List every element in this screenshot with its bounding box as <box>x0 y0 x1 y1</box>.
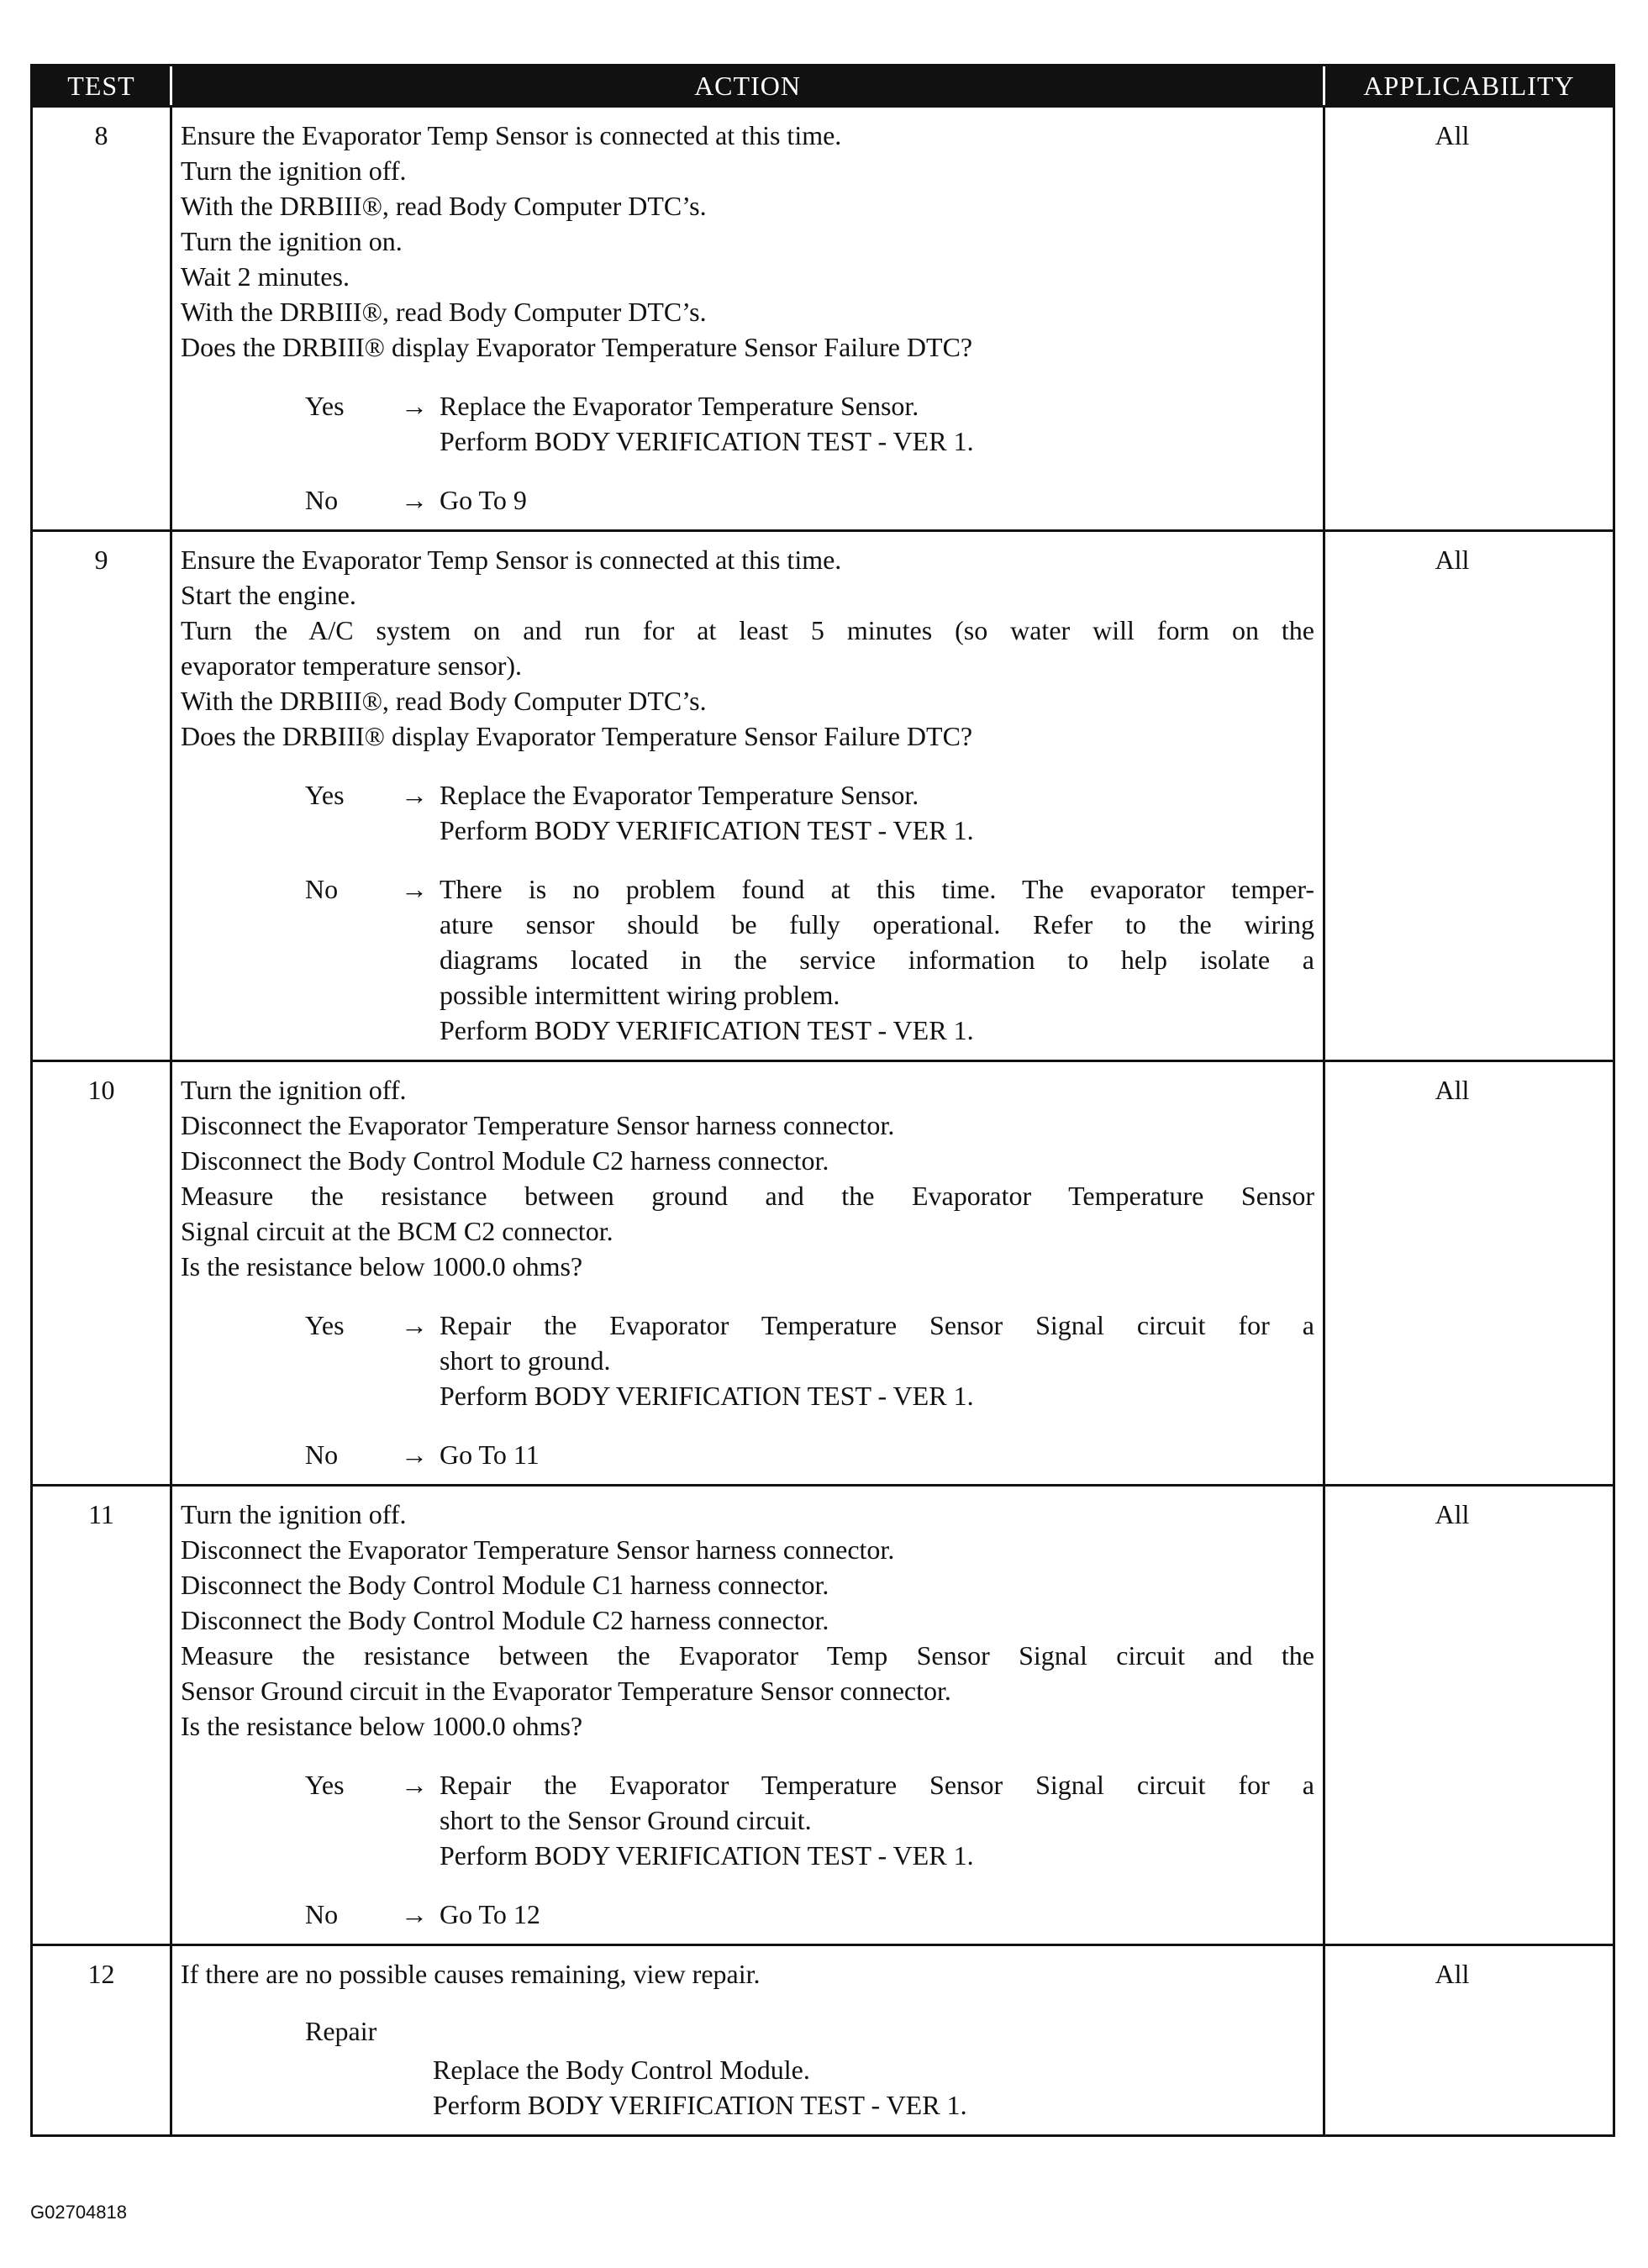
header-test: TEST <box>33 66 172 105</box>
response-line: short to the Sensor Ground circuit. <box>440 1805 812 1835</box>
applicability: All <box>1435 545 1470 575</box>
no-response <box>181 871 1314 1048</box>
yes-label: Yes <box>305 1770 345 1800</box>
action-line: If there are no possible causes remaining, view repair. <box>181 1959 761 1989</box>
repair-text <box>181 2052 1314 2123</box>
yes-response <box>181 777 1314 848</box>
yes-response <box>181 388 1314 459</box>
response-line: Go To 9 <box>440 485 527 515</box>
response-line: Go To 11 <box>440 1439 540 1470</box>
no-response <box>181 1897 1314 1932</box>
action-line: Disconnect the Body Control Module C1 harness connector. <box>181 1570 829 1600</box>
action-line: Does the DRBIII® display Evaporator Temperature Sensor Failure DTC? <box>181 332 973 362</box>
action-line: Sensor Ground circuit in the Evaporator Temperature Sensor connector. <box>181 1676 951 1706</box>
applicability: All <box>1435 1959 1470 1989</box>
response-line: Perform BODY VERIFICATION TEST - VER 1. <box>440 1840 974 1871</box>
response-line: Replace the Evaporator Temperature Sensor. <box>440 391 919 421</box>
action-line: With the DRBIII®, read Body Computer DTC’s. <box>181 191 707 221</box>
action-cell <box>172 108 1325 529</box>
table-row <box>33 1484 1613 1944</box>
action-line: Signal circuit at the BCM C2 connector. <box>181 1216 613 1246</box>
repair-line: Perform BODY VERIFICATION TEST - VER 1. <box>433 2090 967 2120</box>
action-line: evaporator temperature sensor). <box>181 650 523 681</box>
header-action: ACTION <box>172 66 1325 105</box>
arrow-icon: → <box>401 780 428 810</box>
response-line: Repair the Evaporator Temperature Sensor Signal circuit for a <box>440 1310 1314 1340</box>
response-line: Repair the Evaporator Temperature Sensor Signal circuit for a <box>440 1770 1314 1800</box>
action-cell <box>172 532 1325 1060</box>
action-line: With the DRBIII®, read Body Computer DTC’s. <box>181 297 707 327</box>
no-response <box>181 1437 1314 1472</box>
action-line: Ensure the Evaporator Temp Sensor is connected at this time. <box>181 545 842 575</box>
arrow-icon: → <box>401 485 428 515</box>
test-number: 8 <box>33 108 172 529</box>
repair-line: Replace the Body Control Module. <box>433 2055 810 2085</box>
action-line: Measure the resistance between the Evaporator Temp Sensor Signal circuit and the <box>181 1640 1314 1671</box>
test-number: 10 <box>33 1062 172 1484</box>
response-line: There is no problem found at this time. The evaporator temper- <box>440 874 1314 904</box>
table-row <box>33 105 1613 529</box>
response-line: short to ground. <box>440 1345 611 1376</box>
test-number: 12 <box>33 1946 172 2134</box>
no-label: No <box>305 1439 339 1470</box>
arrow-icon: → <box>401 1310 428 1340</box>
diagnostic-test-table <box>30 64 1615 2137</box>
no-label: No <box>305 1899 339 1929</box>
yes-response <box>181 1308 1314 1413</box>
table-row <box>33 1944 1613 2134</box>
action-line: Is the resistance below 1000.0 ohms? <box>181 1711 583 1741</box>
action-line: Is the resistance below 1000.0 ohms? <box>181 1251 583 1281</box>
response-line: Perform BODY VERIFICATION TEST - VER 1. <box>440 815 974 845</box>
no-label: No <box>305 485 339 515</box>
no-response <box>181 482 1314 518</box>
action-line: Turn the A/C system on and run for at least 5 minutes (so water will form on the <box>181 615 1314 645</box>
action-line: Does the DRBIII® display Evaporator Temperature Sensor Failure DTC? <box>181 721 973 751</box>
action-line: With the DRBIII®, read Body Computer DTC’s. <box>181 686 707 716</box>
arrow-icon: → <box>401 1899 428 1929</box>
action-line: Turn the ignition off. <box>181 1499 407 1529</box>
response-line: Go To 12 <box>440 1899 540 1929</box>
response-line: Perform BODY VERIFICATION TEST - VER 1. <box>440 1381 974 1411</box>
applicability: All <box>1435 1075 1470 1105</box>
arrow-icon: → <box>401 874 428 904</box>
applicability: All <box>1435 120 1470 150</box>
header-applicability: APPLICABILITY <box>1363 70 1575 101</box>
action-line: Turn the ignition off. <box>181 1075 407 1105</box>
action-line: Measure the resistance between ground and the Evaporator Temperature Sensor <box>181 1181 1314 1211</box>
arrow-icon: → <box>401 1770 428 1800</box>
response-line: ature sensor should be fully operational. Refer to the wiring <box>440 909 1314 939</box>
figure-id: G02704818 <box>30 2202 127 2223</box>
action-cell <box>172 1062 1325 1484</box>
action-cell <box>172 1946 1325 2134</box>
action-line: Disconnect the Body Control Module C2 harness connector. <box>181 1605 829 1635</box>
yes-label: Yes <box>305 780 345 810</box>
response-line: possible intermittent wiring problem. <box>440 980 840 1010</box>
test-number: 11 <box>33 1487 172 1944</box>
repair-label: Repair <box>305 2016 377 2046</box>
action-line: Disconnect the Evaporator Temperature Sensor harness connector. <box>181 1534 895 1565</box>
action-cell <box>172 1487 1325 1944</box>
action-line: Start the engine. <box>181 580 356 610</box>
table-row <box>33 529 1613 1060</box>
response-line: diagrams located in the service information to help isolate a <box>440 945 1314 975</box>
no-label: No <box>305 874 339 904</box>
response-line: Perform BODY VERIFICATION TEST - VER 1. <box>440 426 974 456</box>
action-line: Turn the ignition off. <box>181 155 407 186</box>
action-line: Disconnect the Body Control Module C2 harness connector. <box>181 1145 829 1176</box>
applicability: All <box>1435 1499 1470 1529</box>
action-line: Ensure the Evaporator Temp Sensor is connected at this time. <box>181 120 842 150</box>
test-number: 9 <box>33 532 172 1060</box>
action-line: Wait 2 minutes. <box>181 261 350 292</box>
response-line: Perform BODY VERIFICATION TEST - VER 1. <box>440 1015 974 1045</box>
response-line: Replace the Evaporator Temperature Sensor. <box>440 780 919 810</box>
yes-label: Yes <box>305 1310 345 1340</box>
arrow-icon: → <box>401 1439 428 1470</box>
yes-response <box>181 1767 1314 1873</box>
table-row <box>33 1060 1613 1484</box>
table-header <box>33 66 1613 105</box>
arrow-icon: → <box>401 391 428 421</box>
yes-label: Yes <box>305 391 345 421</box>
action-line: Turn the ignition on. <box>181 226 403 256</box>
action-line: Disconnect the Evaporator Temperature Sensor harness connector. <box>181 1110 895 1140</box>
